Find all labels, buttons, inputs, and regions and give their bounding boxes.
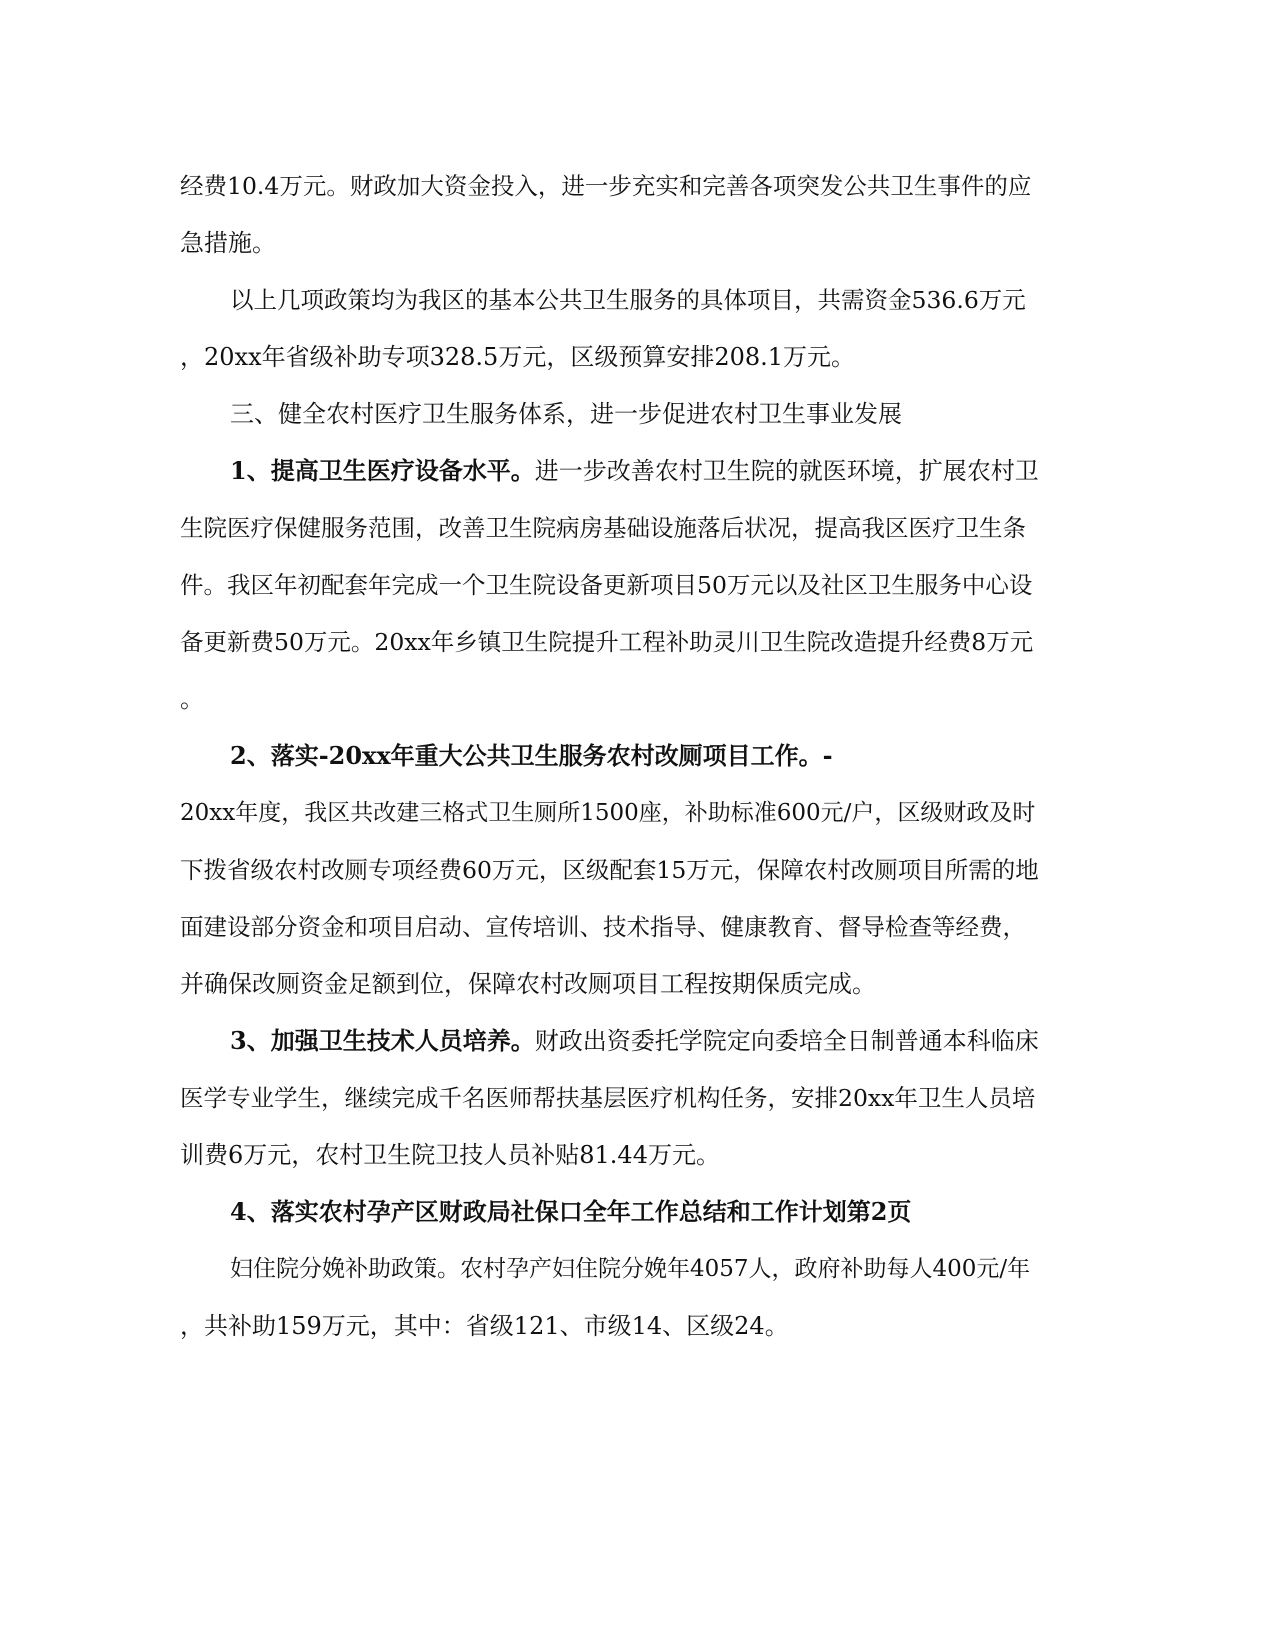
body-text-line: 经费10.4万元。财政加大资金投入，进一步充实和完善各项突发公共卫生事件的应 — [180, 172, 1032, 200]
body-text-line: 20xx年度，我区共改建三格式卫生厕所1500座，补助标准600元/户，区级财政及时 — [180, 800, 1036, 826]
body-text-line: ，20xx年省级补助专项328.5万元，区级预算安排208.1万元。 — [180, 343, 856, 371]
body-text-line: 并确保改厕资金足额到位，保障农村改厕项目工程按期保质完成。 — [180, 970, 876, 998]
body-text-line: ，共补助159万元，其中：省级121、市级14、区级24。 — [180, 1312, 789, 1340]
item-1-heading: 1、提高卫生医疗设备水平。 — [230, 456, 535, 485]
body-text-line: 生院医疗保健服务范围，改善卫生院病房基础设施落后状况，提高我区医疗卫生条 — [180, 514, 1026, 542]
item-3-heading: 3、加强卫生技术人员培养。 — [230, 1026, 535, 1055]
paragraph-first-line: 以上几项政策均为我区的基本公共卫生服务的具体项目，共需资金536.6万元 — [230, 286, 1026, 314]
item-1-text: 进一步改善农村卫生院的就医环境，扩展农村卫 — [534, 457, 1039, 485]
body-text-line: 下拨省级农村改厕专项经费60万元，区级配套15万元，保障农村改厕项目所需的地 — [180, 856, 1039, 884]
item-3-line — [230, 1027, 1039, 1055]
body-text-line: 件。我区年初配套年完成一个卫生院设备更新项目50万元以及社区卫生服务中心设 — [180, 571, 1033, 599]
item-1-line — [230, 457, 1039, 485]
item-4-heading: 4、落实农村孕产区财政局社保口全年工作总结和工作计划第2页 — [230, 1197, 912, 1226]
body-text-line: 。 — [180, 685, 204, 713]
body-text-line: 医学专业学生，继续完成千名医师帮扶基层医疗机构任务，安排20xx年卫生人员培 — [180, 1084, 1036, 1112]
section-heading: 三、健全农村医疗卫生服务体系，进一步促进农村卫生事业发展 — [230, 400, 902, 428]
body-text-line: 急措施。 — [180, 229, 276, 257]
body-text-line: 训费6万元，农村卫生院卫技人员补贴81.44万元。 — [180, 1141, 720, 1169]
body-text-line: 备更新费50万元。20xx年乡镇卫生院提升工程补助灵川卫生院改造提升经费8万元 — [180, 628, 1034, 656]
item-2-heading: 2、落实-20xx年重大公共卫生服务农村改厕项目工作。- — [230, 741, 833, 770]
body-text-line: 面建设部分资金和项目启动、宣传培训、技术指导、健康教育、督导检查等经费， — [180, 913, 1026, 941]
item-3-text: 财政出资委托学院定向委培全日制普通本科临床 — [534, 1027, 1039, 1055]
paragraph-first-line: 妇住院分娩补助政策。农村孕产妇住院分娩年4057人，政府补助每人400元/年 — [230, 1256, 1031, 1282]
